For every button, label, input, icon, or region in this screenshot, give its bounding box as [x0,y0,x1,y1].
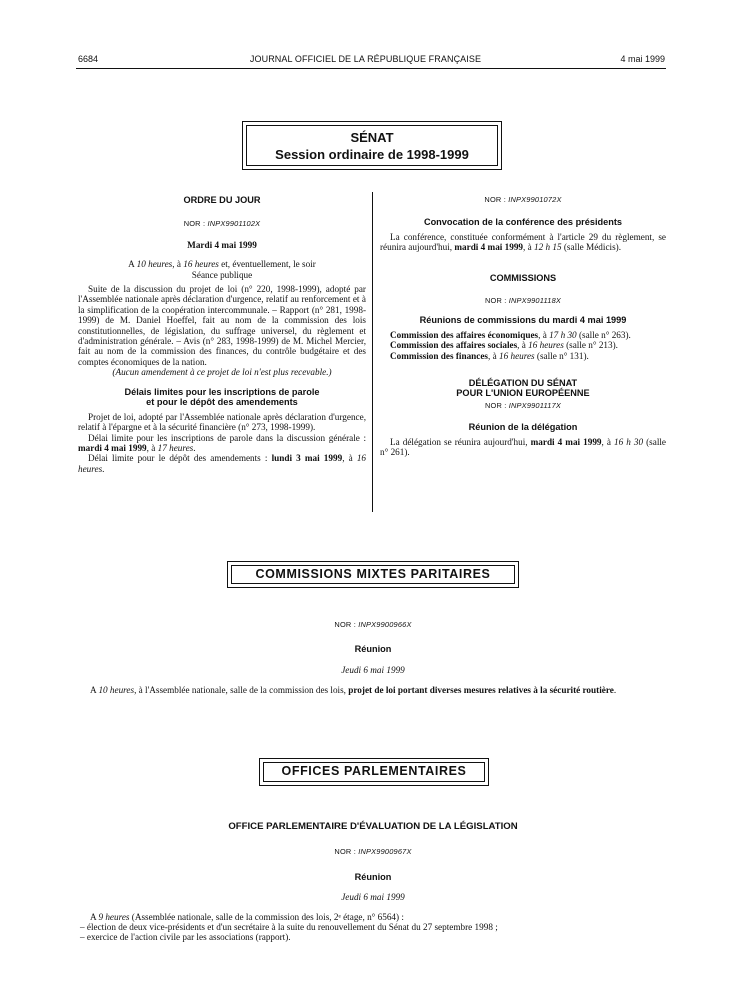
time-value: 10 heures [98,685,135,696]
room: (salle n° 131). [534,350,589,361]
text-part: (salle Médicis). [561,242,622,253]
nor-reference [80,847,666,857]
list-item [380,330,666,340]
senat-box [242,121,502,170]
delegation-heading-line: POUR L'UNION EUROPÉENNE [456,388,590,399]
office-heading: OFFICE PARLEMENTAIRE D'ÉVALUATION DE LA LÉGISLATION [228,821,518,832]
column-divider [372,192,373,512]
delai-parole [78,433,366,454]
session-date-title: Mardi 4 mai 1999 [187,239,257,250]
text-part: (Assemblée nationale, salle de la commission des lois, 2ᵉ étage, n° 6564) : [129,911,404,922]
time-value: 16 heures [78,453,367,474]
nor-reference [380,401,666,411]
office-intro [80,912,666,922]
session-title: Session ordinaire de 1998-1999 [275,147,469,162]
text-part: , à [538,329,550,340]
list-item [380,340,666,350]
reunion-text [80,685,666,695]
nor-label: NOR : [183,219,206,229]
projet-paragraph: Projet de loi, adopté par l'Assemblée nationale après déclaration d'urgence, relatif à l'épargne et à la sécurité financière (n° 273, 1998-1999). [78,411,366,433]
nor-label: NOR : [484,195,506,204]
header-date: 4 mai 1999 [620,54,665,64]
time-value: 16 heures [498,350,535,361]
amendment-note: (Aucun amendement à ce projet de loi n'est plus recevable.) [112,367,332,378]
time-value: 10 heures [136,259,173,270]
nor-label: NOR : [484,401,507,411]
bold-date: mardi 4 mai 1999 [454,242,524,253]
commissions-heading: COMMISSIONS [489,272,557,283]
text-part: , à [601,436,614,447]
commission-name: Commission des finances [390,350,489,361]
reunion-delegation-heading: Réunion de la délégation [468,422,578,433]
text-part: , à [488,350,499,361]
nor-reference [380,195,666,205]
convocation-heading: Convocation de la conférence des présidents [423,217,623,228]
commission-list [380,330,666,361]
commissions-mixtes-box [227,561,519,588]
nor-code: INPX9901102X [207,219,261,229]
time-value: 16 heures [528,340,564,351]
nor-label: NOR : [484,296,507,306]
time-value: 17 h 30 [549,329,577,340]
offices-section [80,822,666,943]
journal-title: JOURNAL OFFICIEL DE LA RÉPUBLIQUE FRANÇAISE [249,54,482,64]
seance-publique: Séance publique [191,269,253,280]
nor-reference [80,620,666,630]
right-column [380,195,666,458]
text-part: Délai limite pour les inscriptions de parole dans la discussion générale : [88,432,366,443]
nor-code: INPX9900967X [358,847,412,857]
time-value: 17 heures [157,442,194,453]
senat-title: SÉNAT [350,130,394,145]
delais-heading-line: et pour le dépôt des amendements [146,396,298,407]
text-part: . [613,685,617,696]
convocation-text [380,232,666,253]
text-part: , à [517,340,529,351]
nor-code: INPX9901117X [508,401,562,411]
reunion-heading: Réunion [354,644,392,655]
nor-code: INPX9900966X [358,620,412,629]
room: (salle n° 213). [563,340,618,351]
text-part: A [90,685,99,696]
reunion-date: Jeudi 6 mai 1999 [341,892,405,903]
delegation-heading [380,378,666,398]
text-part: . [193,442,196,453]
commissions-mixtes-section [80,620,666,696]
commissions-mixtes-title: COMMISSIONS MIXTES PARITAIRES [255,567,491,581]
commission-name: Commission des affaires sociales [390,340,518,351]
delegation-text [380,437,666,458]
bold-date: mardi 4 mai 1999 [78,442,147,453]
header-rule [76,68,666,69]
delai-amendements [78,453,366,474]
delais-heading-line: Délais limites pour les inscriptions de parole [124,386,320,397]
nor-reference [380,296,666,306]
text-part: , à [146,442,158,453]
text-part: , à [523,242,534,253]
time-value: 16 h 30 [614,436,644,447]
reunions-heading: Réunions de commissions du mardi 4 mai 1999 [419,315,627,326]
text-part: . [102,463,105,474]
bold-title: projet de loi portant diverses mesures relatives à la sécurité routière [348,685,614,696]
text-part: A [90,911,99,922]
text-part: , à [342,453,357,464]
reunion-date: Jeudi 6 mai 1999 [341,664,405,675]
room: (salle n° 263). [576,329,631,340]
text-part: La délégation se réunira aujourd'hui, [390,436,531,447]
nor-code: INPX9901072X [508,195,562,204]
text-part: La conférence, constituée conformément à l'article 29 du règlement, se réunira aujourd'hui, [380,231,666,253]
reunion-heading: Réunion [354,871,392,882]
left-column [78,195,366,474]
time-value: 12 h 15 [534,242,562,253]
nor-reference [78,219,366,229]
text-part: (salle n° 261). [380,436,667,458]
nor-label: NOR : [334,847,356,857]
nor-label: NOR : [334,620,356,629]
offices-parlementaires-box [259,758,489,786]
time-line-part: et, éventuellement, le soir [218,259,316,270]
text-part: , à l'Assemblée nationale, salle de la commission des lois, [134,685,349,696]
bold-date: mardi 4 mai 1999 [530,436,602,447]
time-line-part: , à [172,259,184,270]
commission-name: Commission des affaires économiques [390,329,539,340]
bold-date: lundi 3 mai 1999 [271,453,343,464]
delegation-heading-line: DÉLÉGATION DU SÉNAT [468,378,578,389]
delais-heading [78,387,366,407]
time-line-part: A [128,259,137,270]
offices-parlementaires-title: OFFICES PARLEMENTAIRES [281,764,467,778]
list-item: – exercice de l'action civile par les associations (rapport). [80,932,291,943]
nor-code: INPX9901118X [508,296,562,306]
body-paragraph: Suite de la discussion du projet de loi (n° 220, 1998-1999), adopté par l'Assemblée nationale après déclaration d'urgence, relatif au renforcement et à la simplification de la coopération intercommunale. – Rapport (n° 281, 1998-1999) de M. Daniel Hoeffel, fait au nom de la commission des lois constitutionnelles, de législation, du suffrage universel, du règlement et d'administration générale. – Avis (n° 283, 1998-1999) de M. Michel Mercier, fait au nom de la commission des finances, du contrôle budgétaire et des comptes économiques de la nation. [78,284,366,367]
time-line [78,259,366,269]
time-value: 9 heures [98,911,130,922]
time-value: 16 heures [183,259,219,270]
list-item [380,351,666,361]
text-part: Délai limite pour le dépôt des amendements : [88,453,272,464]
page-number: 6684 [78,54,99,64]
list-item: – élection de deux vice-présidents et d'un secrétaire à la suite du renouvellement du Sénat du 27 septembre 1998 ; [80,922,498,933]
ordre-du-jour-heading: ORDRE DU JOUR [183,195,261,205]
